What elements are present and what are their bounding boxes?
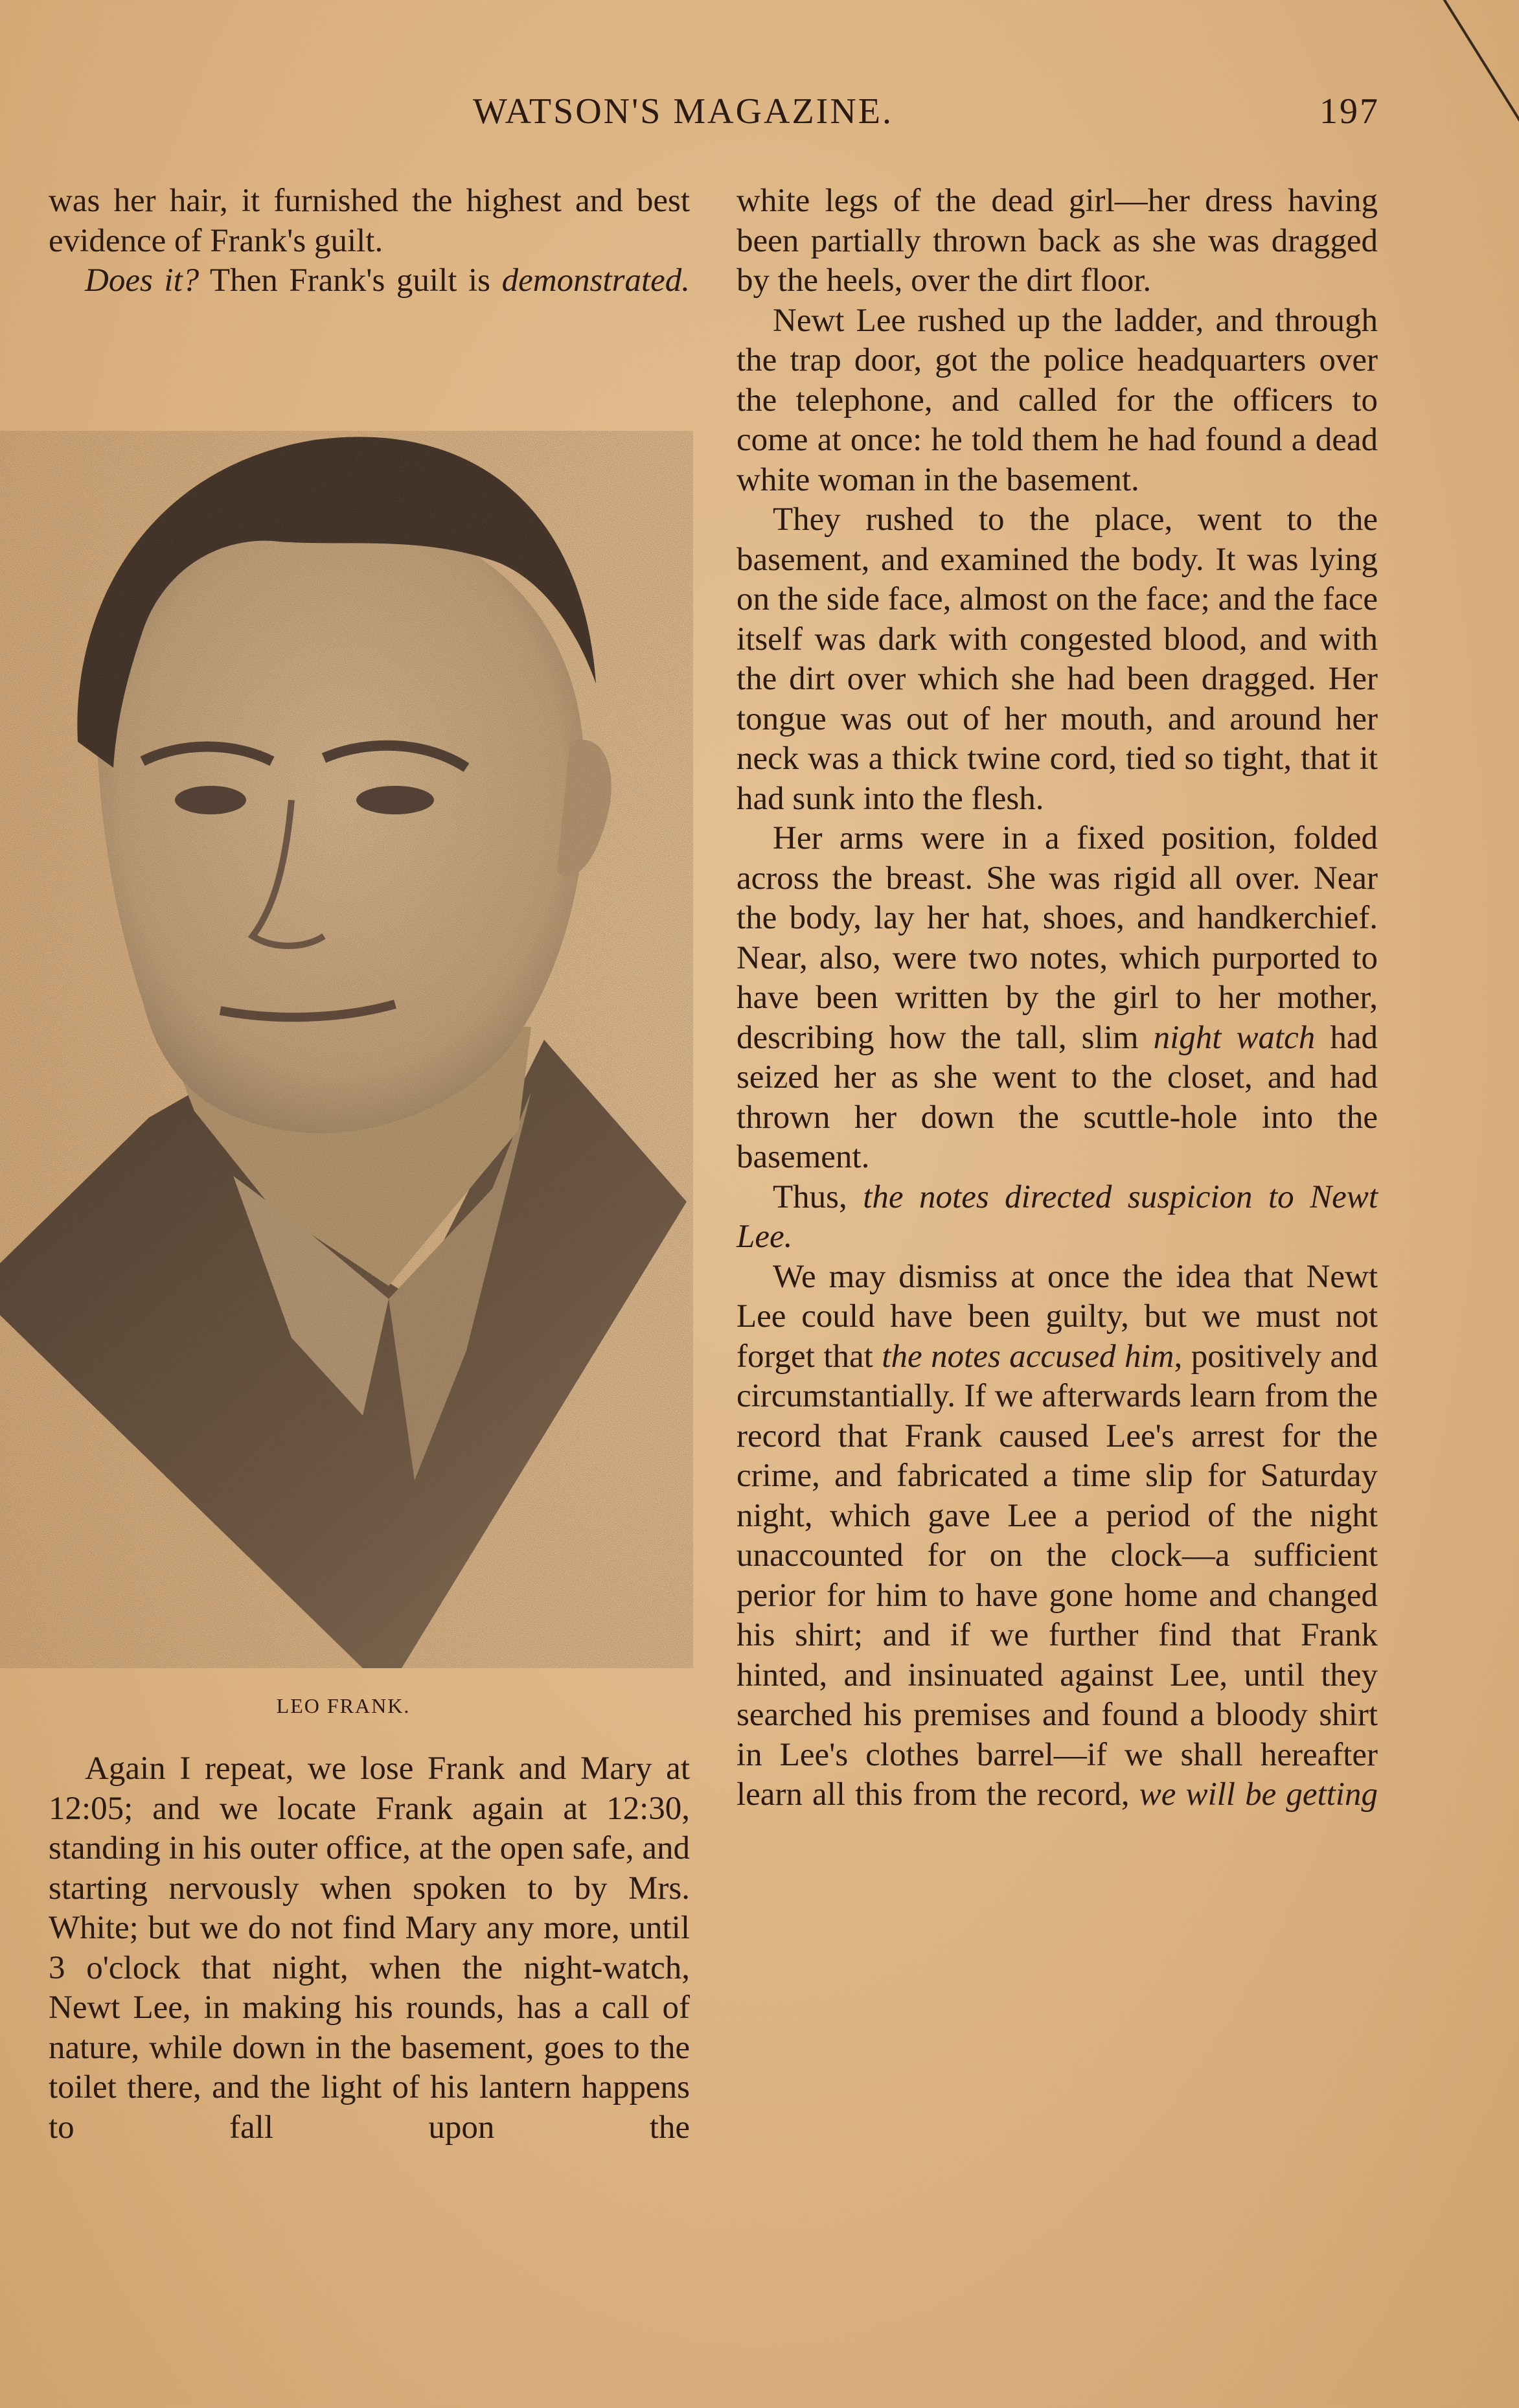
italic-text: Does it? [85,262,200,299]
paragraph: was her hair, it furnished the highest and best evidence of Frank's guilt. [49,183,690,259]
italic-text: night watch [1153,1019,1316,1056]
paragraph: Does it? Then Frank's guilt is demonstrated. [85,262,690,299]
page-number: 197 [1319,91,1380,132]
page-header [473,91,1380,143]
italic-text: demonstrated. [501,262,690,299]
leo-frank-portrait [0,379,693,1668]
right-column [737,181,1378,1815]
italic-text: the notes accused him [882,1338,1174,1375]
paragraph: They rushed to the place, went to the basement, and examined the body. It was lying on the side face, almost on the face; and the face itself was dark with congested blood, and with the dirt over which she had been dragged. Her tongue was out of her mouth, and around her neck was a thick twine cord, tied so tight, that it had sunk into the flesh. [737,501,1378,817]
italic-text: we will be getting [1139,1776,1378,1813]
portrait-caption: LEO FRANK. [276,1694,411,1717]
paragraph: Newt Lee rushed up the ladder, and through the trap door, got the police headquarters over the telephone, and called for the officers to come at once: he told them he had found a dead white woman in the basement. [737,302,1378,498]
left-column-bottom [49,1749,690,2148]
paragraph: white legs of the dead girl—her dress having been partially thrown back as she was dragged by the heels, over the dirt floor. [737,183,1378,299]
paragraph: Her arms were in a fixed position, folded across the breast. She was rigid all over. Near the body, lay her hat, shoes, and handkerchief. Near, also, were two notes, which purported to have been written by the girl to her mother, describing how the tall, slim night watch had seized her as she went to the closet, and had thrown her down the scuttle-hole into the basement. [737,820,1378,1175]
italic-text: the notes directed suspicion to Newt Lee. [737,1178,1378,1255]
left-column-top [49,181,690,301]
paragraph: Again I repeat, we lose Frank and Mary at 12:05; and we locate Frank again at 12:30, standing in his outer office, at the open safe, and starting nervously when spoken to by Mrs. White; but we do not find Mary any more, until 3 o'clock that night, when the night-watch, Newt Lee, in making his rounds, has a call of nature, while down in the basement, goes to the toilet there, and the light of his lantern happens to fall upon the [49,1750,690,2146]
paragraph: We may dismiss at once the idea that Newt Lee could have been guilty, but we must not forget that the notes accused him, positively and circumstantially. If we afterwards learn from the record that Frank caused Lee's arrest for the crime, and fabricated a time slip for Saturday night, which gave Lee a period of the night unaccounted for on the clock—a sufficient perior for him to have gone home and changed his shirt; and if we further find that Frank hinted, and insinuated against Lee, until they searched his premises and found a bloody shirt in Lee's clothes barrel—if we shall hereafter learn all this from the record, we will be getting [737,1258,1378,1813]
running-title: WATSON'S MAGAZINE. [473,91,893,132]
paragraph: Thus, the notes directed suspicion to Newt Lee. [737,1178,1378,1255]
page-corner-crease [1435,0,1519,152]
